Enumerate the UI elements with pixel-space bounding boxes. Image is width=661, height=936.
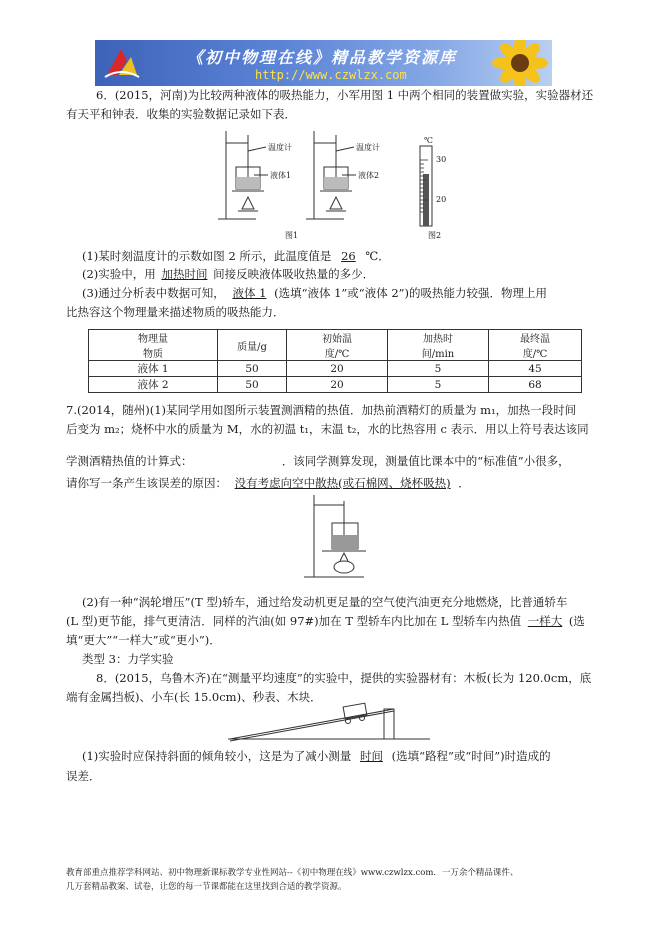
section-type3: 类型 3：力学实验: [82, 652, 174, 666]
q7-p2-answer: 一样大: [527, 614, 563, 628]
table-cell: 50: [218, 377, 287, 393]
q6-p3: [82, 285, 547, 302]
q6-p2: [82, 266, 374, 283]
q8-line2: 端有金属挡板)、小车(长 15.0cm)、秒表、木块．: [66, 690, 322, 704]
q6-p2-text: (2)实验中，用: [82, 267, 156, 281]
q7-line3-text: 学测酒精热值的计算式：: [66, 454, 193, 468]
table-cell: 5: [388, 377, 489, 393]
table-header-cell: [218, 330, 287, 361]
q8-line1: 8．(2015，乌鲁木齐)在“测量平均速度”的实验中，提供的实验器材有：木板(长为 120.0cm，底: [96, 671, 592, 685]
q6-p1-text: (1)某时刻温度计的示数如图 2 所示，此温度值是: [82, 249, 332, 263]
fig1-label-liquid-1: 液体1: [270, 171, 292, 180]
fig1-label-thermometer-1: 温度计: [268, 143, 292, 152]
q6-p3-line2: 比热容这个物理量来描述物质的吸热能力．: [66, 305, 285, 319]
fig1-label-thermometer-2: 温度计: [356, 143, 380, 152]
footer-line2: 几万套精品教案、试卷，让您的每一节课都能在这里找到合适的教学资源。: [66, 882, 347, 892]
table-header-cell: [287, 330, 388, 361]
table-cell: 45: [489, 361, 582, 377]
q7-p2-tail: (选: [568, 614, 585, 628]
table-cell: 20: [287, 361, 388, 377]
figure1-heating-apparatus: [214, 131, 374, 239]
banner-title: 《初中物理在线》精品教学资源库: [187, 48, 458, 67]
table-cell: 20: [287, 377, 388, 393]
q7-line2: 后变为 m₂；烧杯中水的质量为 M，水的初温 t₁，末温 t₂，水的比热容用 c 表示．用以上符号表达该同: [66, 422, 589, 436]
header-line: 间/min: [421, 349, 455, 360]
q6-p3-tail: (选填“液体 1”或“液体 2”)的吸热能力较强．物理上用: [274, 286, 548, 300]
header-line: 物质: [143, 349, 163, 360]
fig2-tick-30: 30: [436, 155, 447, 164]
q6-p1-answer: 26: [341, 249, 356, 263]
q6-data-table: [88, 329, 582, 393]
header-line: 加热时: [423, 334, 453, 345]
header-line: 度/℃: [522, 349, 548, 360]
header-banner: [95, 40, 552, 86]
fig2-tick-20: 20: [436, 195, 447, 204]
q7-line1: 7.(2014，随州)(1)某同学用如图所示装置测酒精的热值．加热前酒精灯的质量为 m₁，加热一段时间: [66, 403, 577, 417]
table-cell: 50: [218, 361, 287, 377]
figure2-thermometer: [404, 140, 464, 232]
q7-line3-tail: ．该同学测算发现，测量值比课本中的“标准值”小很多，: [281, 454, 570, 468]
header-line: 质量/g: [237, 341, 267, 353]
banner-url[interactable]: http://www.czwlzx.com: [255, 68, 407, 82]
q6-p1: [82, 248, 390, 265]
q6-p3-text: (3)通过分析表中数据可知，: [82, 286, 225, 300]
q6-p1-unit: ℃．: [365, 249, 390, 263]
q6-line1: 6．(2015，河南)为比较两种液体的吸热能力，小军用图 1 中两个相同的装置做实验，实验器材还: [96, 88, 594, 102]
q6-line2: 有天平和钟表．收集的实验数据记录如下表．: [66, 107, 296, 121]
q8-p1-tail: (选填“路程”或“时间”)时造成的: [391, 749, 551, 763]
table-header-row: [89, 330, 582, 361]
table-header-cell: [388, 330, 489, 361]
fig2-caption: 图2: [428, 231, 442, 240]
q7-line4-tail: ．: [458, 476, 470, 490]
q6-p3-answer: 液体 1: [232, 286, 267, 300]
q7-p2-text: (L 型)更节能，排气更清洁．同样的汽油(如 97#)加在 T 型轿车内比加在 L 型轿车内热值: [66, 614, 522, 628]
table-header-cell: [489, 330, 582, 361]
q6-p2-tail: 间接反映液体吸收热量的多少．: [213, 267, 375, 281]
q7-line4-answer: 没有考虑向空中散热(或石棉网、烧杯吸热): [234, 476, 451, 490]
table-cell: 液体 2: [89, 377, 218, 393]
table-cell: 68: [489, 377, 582, 393]
header-line: 度/℃: [324, 349, 350, 360]
header-line: 最终温: [520, 334, 550, 345]
q8-p1-text: (1)实验时应保持斜面的倾角较小，这是为了减小测量: [82, 749, 352, 763]
q7-p2-line3: 填“更大”“一样大”或“更小”)．: [66, 633, 221, 647]
q6-p2-answer: 加热时间: [161, 267, 208, 281]
header-line: 物理量: [138, 334, 168, 345]
table-cell: 液体 1: [89, 361, 218, 377]
fig1-caption: 图1: [285, 231, 299, 240]
q8-p1-line2: 误差．: [66, 769, 101, 783]
table-cell: 5: [388, 361, 489, 377]
figure-alcohol-burner-apparatus: [300, 493, 380, 587]
q8-p1: [82, 748, 551, 765]
q8-p1-answer: 时间: [359, 749, 383, 763]
sunflower-icon: [480, 40, 550, 86]
header-line: 初始温: [322, 334, 352, 345]
table-row: [89, 361, 582, 377]
figure-inclined-plane: [226, 697, 436, 743]
fig1-label-liquid-2: 液体2: [358, 171, 380, 180]
table-header-cell: [89, 330, 218, 361]
site-logo-icon: [101, 45, 141, 81]
fig2-unit: ℃: [424, 136, 433, 145]
q7-p2-line1: (2)有一种“涡轮增压”(T 型)轿车，通过给发动机更足量的空气使汽油更充分地燃烧，比普通轿车: [82, 595, 568, 609]
q7-line4: [66, 475, 470, 492]
q7-line4-text: 请你写一条产生该误差的原因：: [66, 476, 227, 490]
q7-line3: [66, 453, 570, 470]
table-row: [89, 377, 582, 393]
q7-p2-line2: [66, 613, 585, 630]
footer-line1: 教育部重点推荐学科网站、初中物理新课标教学专业性网站--《初中物理在线》www.czwlzx.com．一万余个精品课件、: [66, 868, 519, 878]
